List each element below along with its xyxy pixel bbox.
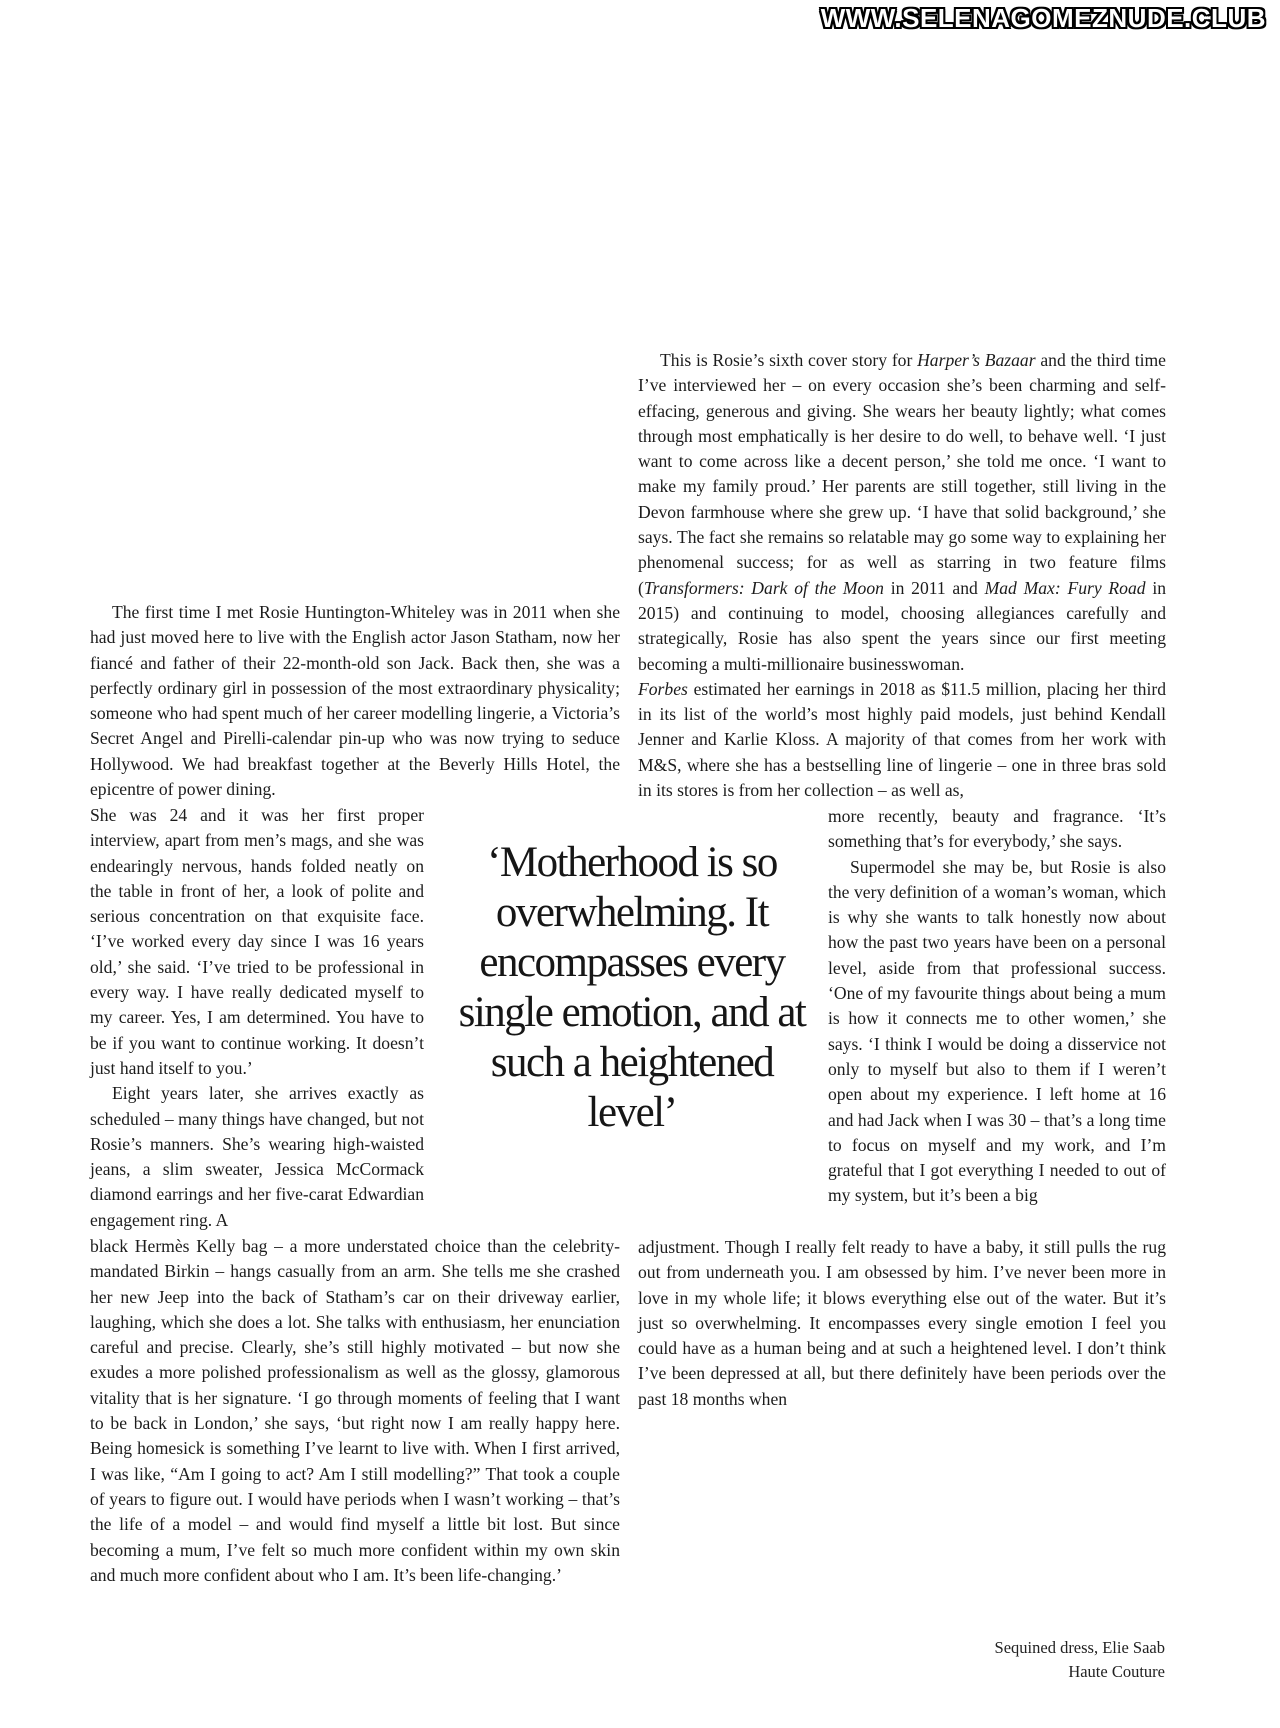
caption-line-2: Haute Couture <box>1068 1662 1165 1681</box>
article-right-bottom <box>638 1235 1166 1412</box>
paragraph-adjustment: adjustment. Though I really felt ready to have a baby, it still pulls the rug out from underneath you. I am obsessed by him. I’ve never been more in love in my whole life; it blows everything else out of the water. But it’s just so overwhelming. It encompasses every single emotion I feel you could have as a human being and at such a heightened level. I don’t think I’ve been depressed at all, but there definitely have been periods over the past 18 months when <box>638 1237 1166 1409</box>
article-right-mid <box>828 804 1166 1209</box>
article-left-bottom <box>90 1234 620 1588</box>
paragraph-cover-story: This is Rosie’s sixth cover story for Harper’s Bazaar and the third time I’ve interviewed her – on every occasion she’s been charming and self-effacing, generous and giving. She wears her beauty lightly; what comes through most emphatically is her desire to do well, to behave well. ‘I just want to come across like a decent person,’ she told me once. ‘I want to make my family proud.’ Her parents are still together, still living in the Devon farmhouse where she grew up. ‘I have that solid background,’ she says. The fact she remains so relatable may go some way to explaining her phenomenal success; for as well as starring in two feature films (Transformers: Dark of the Moon in 2011 and Mad Max: Fury Road in 2015) and continuing to model, choosing allegiances carefully and strategically, Rosie has also spent the years since our first meeting becoming a multi-millionaire businesswoman. <box>638 350 1166 674</box>
caption-line-1: Sequined dress, Elie Saab <box>994 1638 1165 1657</box>
photo-caption <box>995 1636 1165 1684</box>
paragraph-kelly-bag: black Hermès Kelly bag – a more understated choice than the celebrity-mandated Birkin – hangs casually from an arm. She tells me she crashed her new Jeep into the back of Statham’s car on their driveway earlier, laughing, which she does a lot. She talks with enthusiasm, her enunciation careful and precise. Clearly, she’s still highly motivated – but now she exudes a more polished professionalism as well as the glossy, glamorous vitality that is her signature. ‘I go through moments of feeling that I want to be back in London,’ she says, ‘but right now I am really happy here. Being homesick is something I’ve learnt to live with. When I first arrived, I was like, “Am I going to act? Am I still modelling?” That took a couple of years to figure out. I would have periods when I wasn’t working – that’s the life of a model – and would find myself a little bit lost. But since becoming a mum, I’ve felt so much more confident within my own skin and much more confident about who I am. It’s been life-changing.’ <box>90 1236 620 1585</box>
article-right-top <box>638 348 1166 803</box>
film-title-mad-max: Mad Max: Fury Road <box>984 577 1146 598</box>
pull-quote: ‘Motherhood is so overwhelming. It encompasses every single emotion, and at such a heightened level’ <box>458 839 806 1136</box>
article-left-mid <box>90 803 424 1233</box>
paragraph-forbes: Forbes estimated her earnings in 2018 as $11.5 million, placing her third in its list of the world’s most highly paid models, just behind Kendall Jenner and Karlie Kloss. A majority of that comes from her work with M&S, where she has a bestselling line of lingerie – one in three bras sold in its stores is from her collection – as well as, <box>638 678 1166 801</box>
paragraph-supermodel: Supermodel she may be, but Rosie is also the very definition of a woman’s woman, which is why she wants to talk honestly now about how the past two years have been on a personal level, aside from that professional success. ‘One of my favourite things about being a mum is how it connects me to other women,’ she says. ‘I think I would be doing a disservice not only to myself but also to them if I weren’t open about my experience. I left home at 16 and had Jack when I was 30 – that’s a long time to focus on myself and my work, and I’m grateful that I got everything I needed to out of my system, but it’s been a big <box>828 856 1166 1206</box>
magazine-title: Harper’s Bazaar <box>917 350 1036 370</box>
paragraph-first-interview: She was 24 and it was her first proper interview, apart from men’s mags, and she was endearingly nervous, hands folded neatly on the table in front of her, a look of polite and serious concentration on that exquisite face. ‘I’ve worked every day since I was 16 years old,’ she said. ‘I’ve tried to be professional in every way. I have really dedicated myself to my career. Yes, I am determined. You have to be if you want to continue working. It doesn’t just hand itself to you.’ <box>90 805 424 1078</box>
paragraph-eight-years: Eight years later, she arrives exactly as scheduled – many things have changed, but not Rosie’s manners. She’s wearing high-waisted jeans, a slim sweater, Jessica McCormack diamond earrings and her five-carat Edwardian engagement ring. A <box>90 1083 424 1230</box>
site-watermark: WWW.SELENAGOMEZNUDE.CLUB <box>820 3 1266 33</box>
paragraph-intro: The first time I met Rosie Huntington-Whiteley was in 2011 when she had just moved here to live with the English actor Jason Statham, now her fiancé and father of their 22-month-old son Jack. Back then, she was a perfectly ordinary girl in possession of the most extraordinary physicality; someone who had spent much of her career modelling lingerie, a Victoria’s Secret Angel and Pirelli-calendar pin-up who was now trying to seduce Hollywood. We had breakfast together at the Beverly Hills Hotel, the epicentre of power dining. <box>90 602 620 800</box>
article-left-top <box>90 600 620 802</box>
film-title-transformers: Transformers: Dark of the Moon <box>643 577 884 598</box>
forbes-title: Forbes <box>638 678 688 699</box>
paragraph-beauty-fragrance: more recently, beauty and fragrance. ‘It’s something that’s for everybody,’ she says. <box>828 806 1166 852</box>
